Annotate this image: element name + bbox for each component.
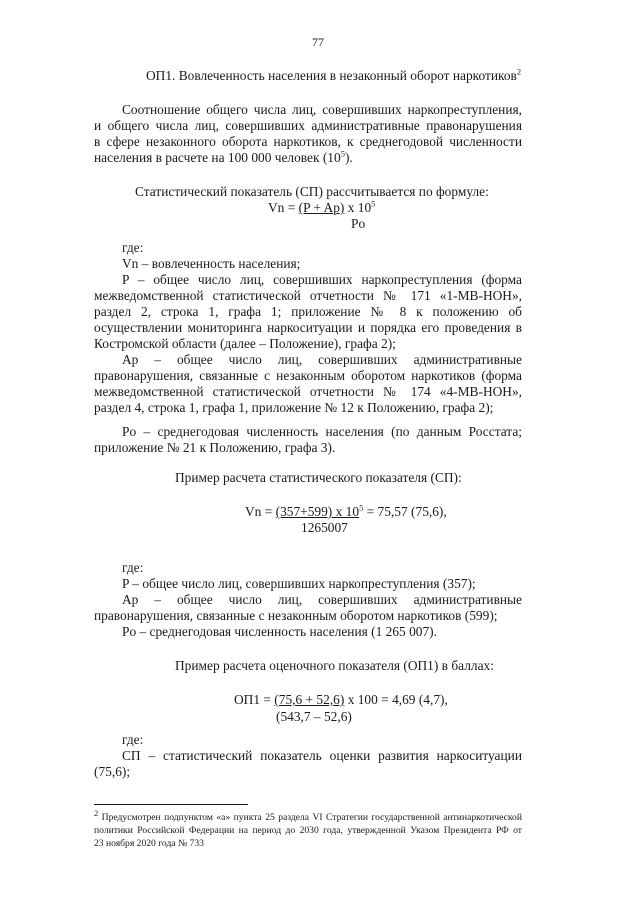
example-1-denominator: 1265007 xyxy=(301,520,348,535)
example-1-power: 5 xyxy=(359,502,364,513)
definition-sp-line: СП – статистический показатель оценки развития наркоситуации xyxy=(122,748,522,763)
definition-p-line: межведомственной статистической отчетности № 171 «1-МВ-НОН», xyxy=(94,288,522,303)
footnote-line-3: 23 ноября 2020 года № 733 xyxy=(94,838,204,849)
where-label-1: где: xyxy=(122,240,144,255)
definition-ap-line: раздел 4, строка 1, графа 1, приложение № 12 к Положению, графа 2); xyxy=(94,400,494,415)
formula-intro: Статистический показатель (СП) рассчитывается по формуле: xyxy=(135,184,489,199)
footnote-ref: 2 xyxy=(516,66,522,77)
intro-line-1: Соотношение общего числа лиц, совершивших наркопреступления, xyxy=(122,102,522,117)
example-1-formula xyxy=(245,504,447,520)
example-1-result: = 75,57 (75,6), xyxy=(363,504,447,519)
intro-line-4-text: населения в расчете на 100 000 человек (10 xyxy=(94,150,341,165)
intro-power: 5 xyxy=(340,148,345,159)
example-2-lhs: ОП1 = xyxy=(234,692,275,707)
example-1-lhs: Vn = xyxy=(245,504,276,519)
footnote-text-1: Предусмотрен подпунктом «а» пункта 25 раздела VI Стратегии государственной антинаркотической xyxy=(101,812,522,823)
definition-p-line: Костромской области (далее – Положение), графа 2); xyxy=(94,336,396,351)
intro-line-2: и общего числа лиц, совершивших административные правонарушения xyxy=(94,118,522,133)
example-1-p: P – общее число лиц, совершивших наркопреступления (357); xyxy=(122,576,476,591)
formula-main xyxy=(268,200,375,216)
definition-sp-line: (75,6); xyxy=(94,764,131,779)
where-label-2: где: xyxy=(122,560,144,575)
example-2-result: x 100 = 4,69 (4,7), xyxy=(344,692,448,707)
formula-lhs: Vn = xyxy=(268,200,299,215)
where-label-3: где: xyxy=(122,732,144,747)
example-2-title: Пример расчета оценочного показателя (ОП1) в баллах: xyxy=(175,658,494,673)
example-1-po: Po – среднегодовая численность населения (1 265 007). xyxy=(122,624,437,639)
section-heading xyxy=(146,68,521,84)
footnote-line-2: политики Российской Федерации на период до 2030 года, утвержденной Указом Президента РФ от xyxy=(94,825,522,836)
section-heading-text: ОП1. Вовлеченность населения в незаконный оборот наркотиков xyxy=(146,68,517,83)
example-1-ap-line: правонарушения, связанные с незаконным оборотом наркотиков (599); xyxy=(94,608,498,623)
page-number: 77 xyxy=(312,35,324,49)
footnote-divider xyxy=(94,804,248,805)
intro-line-3: в сфере незаконного оборота наркотиков, к среднегодовой численности xyxy=(94,134,522,149)
definition-po-line: Po – среднегодовая численность населения (по данным Росстата; xyxy=(122,424,522,439)
example-1-ap-line: Ap – общее число лиц, совершивших административные xyxy=(122,592,522,607)
formula-denominator: Po xyxy=(351,216,366,231)
definition-ap-line: межведомственной статистической отчетности № 174 «4-МВ-НОН», xyxy=(94,384,522,399)
example-1-title: Пример расчета статистического показателя (СП): xyxy=(175,470,462,485)
footnote-line-1 xyxy=(94,807,522,824)
definition-ap-line: Ap – общее число лиц, совершивших административные xyxy=(122,352,522,367)
definition-po-line: приложение № 21 к Положению, графа 3). xyxy=(94,440,336,455)
intro-line-4 xyxy=(94,150,353,166)
formula-times: x 10 xyxy=(344,200,372,215)
example-2-numerator: (75,6 + 52,6) xyxy=(274,692,345,707)
definition-ap-line: правонарушения, связанные с незаконным оборотом наркотиков (форма xyxy=(94,368,522,383)
definition-p-line: раздел 2, строка 1, графа 1; приложение № 8 к положению об xyxy=(94,304,522,319)
formula-numerator: (P + Ap) xyxy=(298,200,345,215)
definition-vn: Vn – вовлеченность населения; xyxy=(122,256,301,271)
example-1-numerator: (357+599) x 10 xyxy=(275,504,360,519)
definition-p-line: P – общее число лиц, совершивших наркопреступления (форма xyxy=(122,272,522,287)
footnote-mark: 2 xyxy=(94,807,99,818)
definition-p-line: осуществлении мониторинга наркоситуации и порядка его проведения в xyxy=(94,320,522,335)
formula-power: 5 xyxy=(371,198,376,209)
example-2-formula xyxy=(234,692,448,708)
example-2-denominator: (543,7 – 52,6) xyxy=(276,709,352,724)
intro-line-4-end: ). xyxy=(344,150,353,165)
